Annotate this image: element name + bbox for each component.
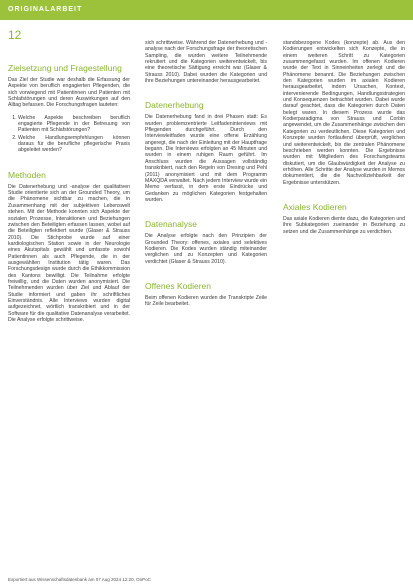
paragraph: Die Analyse erfolgte nach den Prinzipien der Grounded Theory: offenes, axiales und selektives Kodieren. Die Kodes wurden ständig miteinander verglichen und zu Konzepten und Kategorien verdichtet (Glaser & Strauss 2010). [145, 233, 267, 265]
paragraph: Die Datenerhebung und -analyse der qualitativen Studie orientierte sich an der Grounded Theory, um die Phänomene sichtbar zu machen, die in Zusammenhang mit der subjektiven Lebenswelt stehen. Mit der Methode konnten sich Aspekte der sozialen Prozesse, Interaktionen und Beziehungen zwischen den Beteiligten erfassen lassen, wobei auf die Beteiligten reflektiert wurde (Glaser & Strauss 2010). Die Stichprobe wurde auf einer kardiologischen Station sowie in der Neurologie eines Akutspitals gewählt und umfasste sowohl Patientinnen als auch Pflegende, die in der ausgewählten Institution tätig waren. Das Forschungsdesign wurde durch die Ethikkommission des Kantons bewilligt. Die Teilnahme erfolgte freiwillig, und die Daten wurden anonymisiert. Die Teilnehmenden wurden über Ziel und Ablauf der Studie informiert und gaben ihr schriftliches Einverständnis. Alle Interviews wurden digital aufgezeichnet, wörtlich transkribiert und in der Software für die qualitative Datenanalyse verarbeitet. Die Analyse erfolgte schrittweise. [8, 183, 130, 323]
heading-methods: Methoden [8, 169, 46, 180]
footer-export-note: Exportiert aus Wissenschaftsdatenbank am 07 Aug 2024 12:20, OnPoC [8, 577, 151, 582]
heading-goals: Zielsetzung und Fragestellung [8, 63, 122, 73]
paragraph: Das axiale Kodieren diente dazu, die Kategorien und ihre Subkategorien zueinander in Beziehung zu setzen und die Zusammenhänge zu verdichten. [283, 215, 405, 235]
header-band [0, 0, 413, 20]
heading-open-coding: Offenes Kodieren [145, 280, 211, 291]
heading-data-analysis: Datenanalyse [145, 219, 197, 230]
question-item: 2. Welche Handlungsempfehlungen können daraus für die berufliche pflegerische Praxis abgeleitet werden? [18, 135, 130, 154]
question-item: 1. Welche Aspekte beschreiben beruflich engagierte Pflegende in der Betreuung von Patienten mit Schlafstörungen? [18, 115, 130, 134]
column-middle [145, 40, 267, 314]
heading-data-collection: Datenerhebung [145, 100, 204, 111]
column-right [283, 40, 405, 241]
paragraph: Das Ziel der Studie war deshalb die Erfassung der Aspekte von beruflich engagierten Pflegenden, die sich vorwiegend mit Patientinnen und Patienten mit Schlafstörungen und deren Auswirkungen auf den Alltag befassen. Die Forschungsfragen lauteten: [8, 77, 130, 109]
paragraph: Beim offenen Kodieren wurden die Transkripte Zeile für Zeile bearbeitet. [145, 294, 267, 308]
paragraph: sich schrittweise. Während der Datenerhebung und -analyse nach der Forschungsfrage der theoretischen Sampling, die wurden weitere Teilnehmende rekrutiert und die Kategorien weiterentwickelt, bis eine theoretische Sättigung erreicht war (Glaser & Strauss 2010). Dabei wurden die Kategorien und ihre Beziehungen untereinander herausgearbeitet. [145, 40, 267, 85]
column-left [8, 63, 130, 329]
paragraph: Die Datenerhebung fand in drei Phasen statt: Es wurden problemzentrierte Leitfadeninterviews mit Pflegenden durchgeführt. Durch den Interviewleitfaden wurde eine offene Erzählung angeregt, die nach der Einleitung mit der Hauptfrage begann. Die Interviews erfolgten an 45 Minuten und wurden in einem ruhigen Raum geführt. Im Anschluss wurden die Aussagen vollständig transkribiert, nach den Regeln von Dresing und Pehl (2011) anonymisiert und mit dem Programm MAXQDA verwaltet. Nach jedem Interview wurde ein Memo verfasst, in dem erste Eindrücke und Gedanken zu möglichen Kategorien festgehalten wurden. [145, 114, 267, 203]
page-number: 12 [8, 28, 22, 42]
heading-axial-coding: Axiales Kodieren [283, 201, 347, 212]
question-list [8, 115, 130, 154]
paragraph: standsbezogene Kodes (konzepte) ab. Aus den Kodierungen entwickelten sich Konzepte, die in einem weiteren Schritt zu Kategorien zusammengefasst wurden. Im offenen Kodieren wurde der Text in Sinneinheiten zerlegt und die Phänomene benannt. Die Beziehungen zwischen den Kategorien wurden im axialen Kodieren herausgearbeitet, indem Ursachen, Kontext, intervenierende Bedingungen, Handlungsstrategien und Konsequenzen betrachtet wurden. Dabei wurde darauf geachtet, dass die Kategorien durch Daten belegt waren. In diesem Prozess wurde das Kodierparadigma von Strauss und Corbin angewendet, um die Zusammenhänge zwischen den Kategorien zu verdeutlichen. Diese Kategorien und Konzepte wurden fortlaufend überprüft, verglichen und weiterentwickelt, bis die zentralen Phänomene beschrieben werden konnten. Die Ergebnisse wurden mit Mitgliedern des Forschungsteams diskutiert, um die Glaubwürdigkeit der Analyse zu erhöhen. Alle Schritte der Analyse wurden in Memos dokumentiert, die die Nachvollziehbarkeit der Ergebnisse unterstützen. [283, 40, 405, 186]
section-label: ORIGINALARBEIT [8, 6, 83, 13]
